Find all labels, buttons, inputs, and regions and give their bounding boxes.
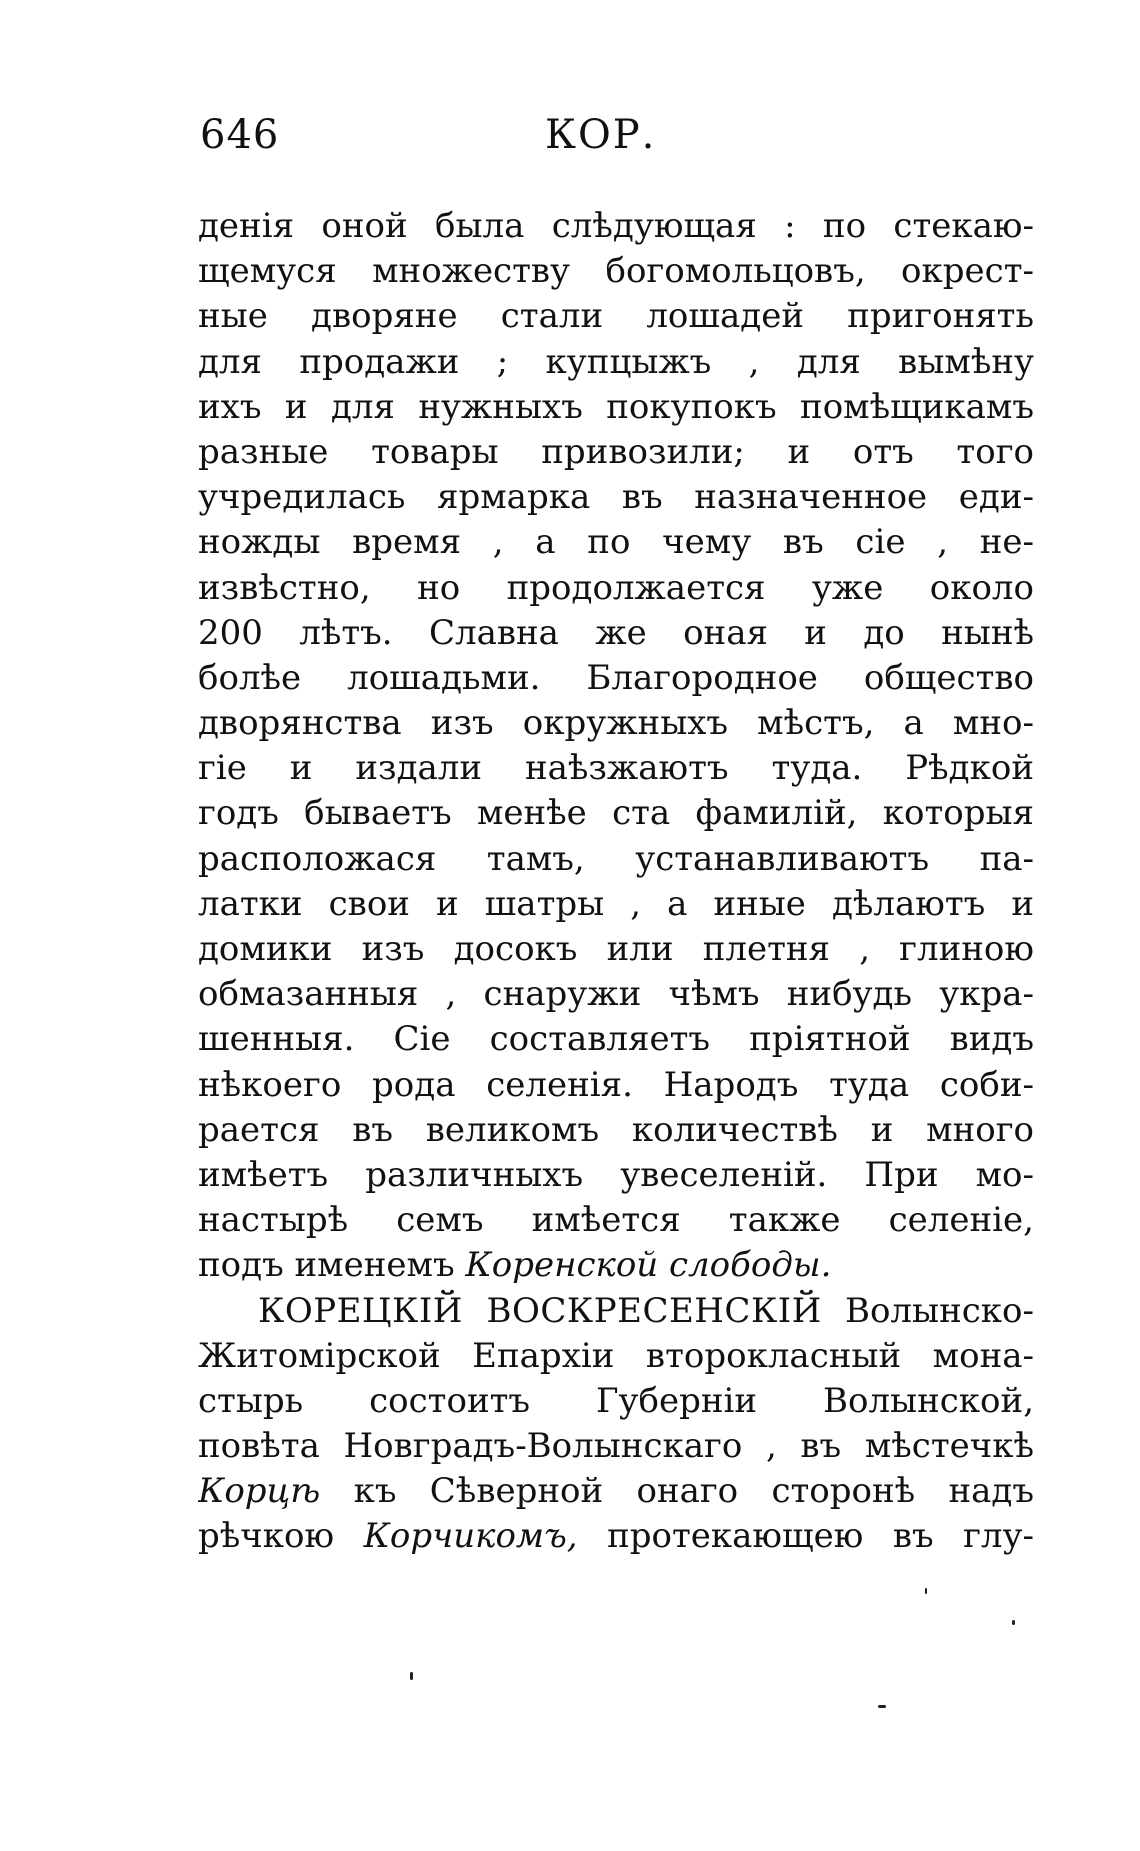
text-line: ные дворяне стали лошадей пригонять — [198, 296, 1034, 337]
text-line: ножды время , а по чему въ сіе , не- — [198, 522, 1034, 563]
text-line: для продажи ; купцыжъ , для вымѣну — [198, 341, 1034, 382]
text-line: шенныя. Сіе составляетъ пріятной видъ — [198, 1019, 1034, 1060]
ink-speck — [1012, 1620, 1015, 1625]
text-line: гіе и издали наѣзжаютъ туда. Рѣдкой — [198, 748, 1034, 789]
text-line: настырѣ семъ имѣется также селеніе, — [198, 1200, 1034, 1241]
text-fragment: протекающею въ глу- — [577, 1516, 1034, 1557]
ink-speck — [410, 1672, 413, 1680]
text-line: дворянства изъ окружныхъ мѣстъ, а мно- — [198, 703, 1034, 744]
text-line: обмазанныя , снаружи чѣмъ нибудь укра- — [198, 974, 1034, 1015]
text-line: рается въ великомъ количествѣ и много — [198, 1109, 1034, 1150]
page-number: 646 — [200, 112, 280, 158]
ink-speck — [878, 1705, 886, 1708]
text-line: Житомірской Епархіи второкласный мона- — [198, 1335, 1034, 1376]
italic-place-name: Коренской слободы. — [465, 1245, 832, 1286]
text-fragment: рѣчкою — [198, 1516, 364, 1557]
text-line: разные товары привозили; и отъ того — [198, 431, 1034, 472]
page-header — [200, 112, 1040, 172]
italic-river-name: Корчикомъ, — [363, 1516, 578, 1557]
text-line: болѣе лошадьми. Благородное общество — [198, 657, 1034, 698]
text-line: ихъ и для нужныхъ покупокъ помѣщикамъ — [198, 386, 1034, 427]
ink-speck — [925, 1588, 927, 1594]
text-line: учредилась ярмарка въ назначенное еди- — [198, 477, 1034, 518]
text-line: имѣетъ различныхъ увеселеній. При мо- — [198, 1154, 1034, 1195]
text-line: щемуся множеству богомольцовъ, окрест- — [198, 251, 1034, 292]
text-line: нѣкоего рода селенія. Народъ туда соби- — [198, 1064, 1034, 1105]
text-fragment: Волынско- — [821, 1290, 1034, 1331]
text-line: расположася тамъ, устанавливаютъ па- — [198, 838, 1034, 879]
text-line: латки свои и шатры , а иные дѣлаютъ и — [198, 883, 1034, 924]
running-head: КОР. — [545, 112, 657, 158]
text-line: повѣта Новградъ-Волынскаго , въ мѣстечкѣ — [198, 1426, 1034, 1467]
text-line-with-italic — [198, 1469, 1034, 1514]
entry-start-line — [198, 1289, 1034, 1334]
text-fragment: къ Сѣверной онаго сторонѣ надъ — [320, 1471, 1034, 1512]
text-line: извѣстно, но продолжается уже около — [198, 567, 1034, 608]
text-fragment: подъ именемъ — [198, 1245, 466, 1286]
body-text — [198, 204, 1034, 1560]
text-line: 200 лѣтъ. Славна же оная и до нынѣ — [198, 612, 1034, 653]
entry-heading: КОРЕЦКІЙ ВОСКРЕСЕНСКІЙ — [258, 1290, 822, 1331]
text-line-with-italic — [198, 1514, 1034, 1559]
text-line-with-italic — [198, 1243, 1034, 1288]
text-line: домики изъ досокъ или плетня , глиною — [198, 929, 1034, 969]
italic-place-name: Корцѣ — [198, 1471, 321, 1512]
text-line: годъ бываетъ менѣе ста фамилій, которыя — [198, 793, 1034, 834]
text-line: стырь состоитъ Губерніи Волынской, — [198, 1380, 1034, 1421]
text-line: денія оной была слѣдующая : по стекаю- — [198, 206, 1034, 246]
